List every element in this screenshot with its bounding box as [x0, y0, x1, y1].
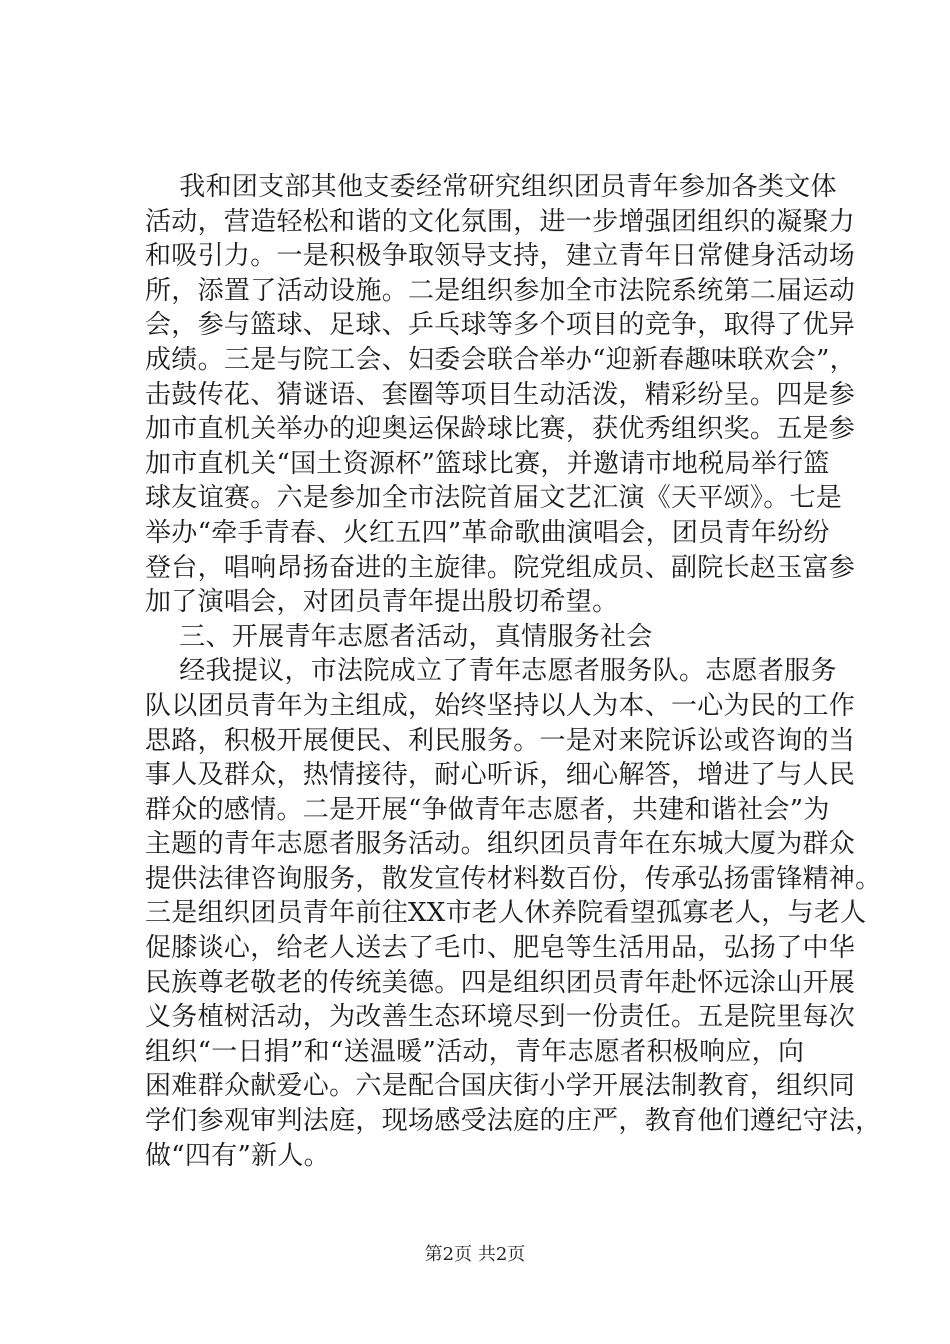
section-heading: 三、开展青年志愿者活动，真情服务社会 — [145, 621, 653, 652]
text-line: 球友谊赛。六是参加全市法院首届文艺汇演《天平颂》。七是 — [145, 483, 843, 514]
text-line: 困难群众献爱心。六是配合国庆街小学开展法制教育，组织同 — [145, 1071, 856, 1102]
text-line: 加了演唱会，对团员青年提出殷切希望。 — [145, 587, 619, 618]
text-line: 民族尊老敬老的传统美德。四是组织团员青年赴怀远涂山开展 — [145, 967, 856, 998]
text-line: 思路，积极开展便民、利民服务。一是对来院诉讼或咨询的当 — [145, 725, 856, 756]
text-line: 加市直机关举办的迎奥运保龄球比赛，获优秀组织奖。五是参 — [145, 414, 856, 445]
text-line: 做“四有”新人。 — [145, 1140, 330, 1171]
text-line: 所，添置了活动设施。二是组织参加全市法院系统第二届运动 — [145, 275, 856, 306]
text-line: 会，参与篮球、足球、乒乓球等多个项目的竞争，取得了优异 — [145, 310, 856, 341]
text-line: 我和团支部其他支委经常研究组织团员青年参加各类文体 — [145, 172, 837, 202]
text-line: 活动，营造轻松和谐的文化氛围，进一步增强团组织的凝聚力 — [145, 206, 856, 237]
text-line: 主题的青年志愿者服务活动。组织团员青年在东城大厦为群众 — [145, 829, 856, 860]
text-line: 提供法律咨询服务，散发宣传材料数百份，传承弘扬雷锋精神。 — [145, 863, 882, 894]
text-line: 成绩。三是与院工会、妇委会联合举办“迎新春趣味联欢会”， — [145, 344, 856, 375]
text-line: 击鼓传花、猜谜语、套圈等项目生动活泼，精彩纷呈。四是参 — [145, 379, 856, 410]
text-line: 举办“牵手青春、火红五四”革命歌曲演唱会，团员青年纷纷 — [145, 517, 830, 548]
text-line: 事人及群众，热情接待，耐心听诉，细心解答，增进了与人民 — [145, 760, 856, 791]
text-line: 三是组织团员青年前往XX市老人休养院看望孤寡老人，与老人 — [145, 898, 867, 929]
text-line: 登台，唱响昂扬奋进的主旋律。院党组成员、副院长赵玉富参 — [145, 552, 856, 583]
page-number-footer: 第2页 共2页 — [424, 1244, 526, 1265]
text-line: 学们参观审判法庭，现场感受法庭的庄严，教育他们遵纪守法， — [145, 1106, 882, 1137]
body-text — [145, 170, 882, 1173]
text-line: 促膝谈心，给老人送去了毛巾、肥皂等生活用品，弘扬了中华 — [145, 933, 856, 964]
text-line: 义务植树活动，为改善生态环境尽到一份责任。五是院里每次 — [145, 1002, 856, 1033]
text-line: 经我提议，市法院成立了青年志愿者服务队。志愿者服务 — [145, 656, 837, 687]
text-line: 群众的感情。二是开展“争做青年志愿者，共建和谐社会”为 — [145, 794, 830, 825]
text-line: 加市直机关“国土资源杯”篮球比赛，并邀请市地税局举行篮 — [145, 448, 830, 479]
text-line: 队以团员青年为主组成，始终坚持以人为本、一心为民的工作 — [145, 690, 856, 721]
text-line: 和吸引力。一是积极争取领导支持，建立青年日常健身活动场 — [145, 241, 856, 272]
text-line: 组织“一日捐”和“送温暖”活动，青年志愿者积极响应，向 — [145, 1036, 805, 1067]
